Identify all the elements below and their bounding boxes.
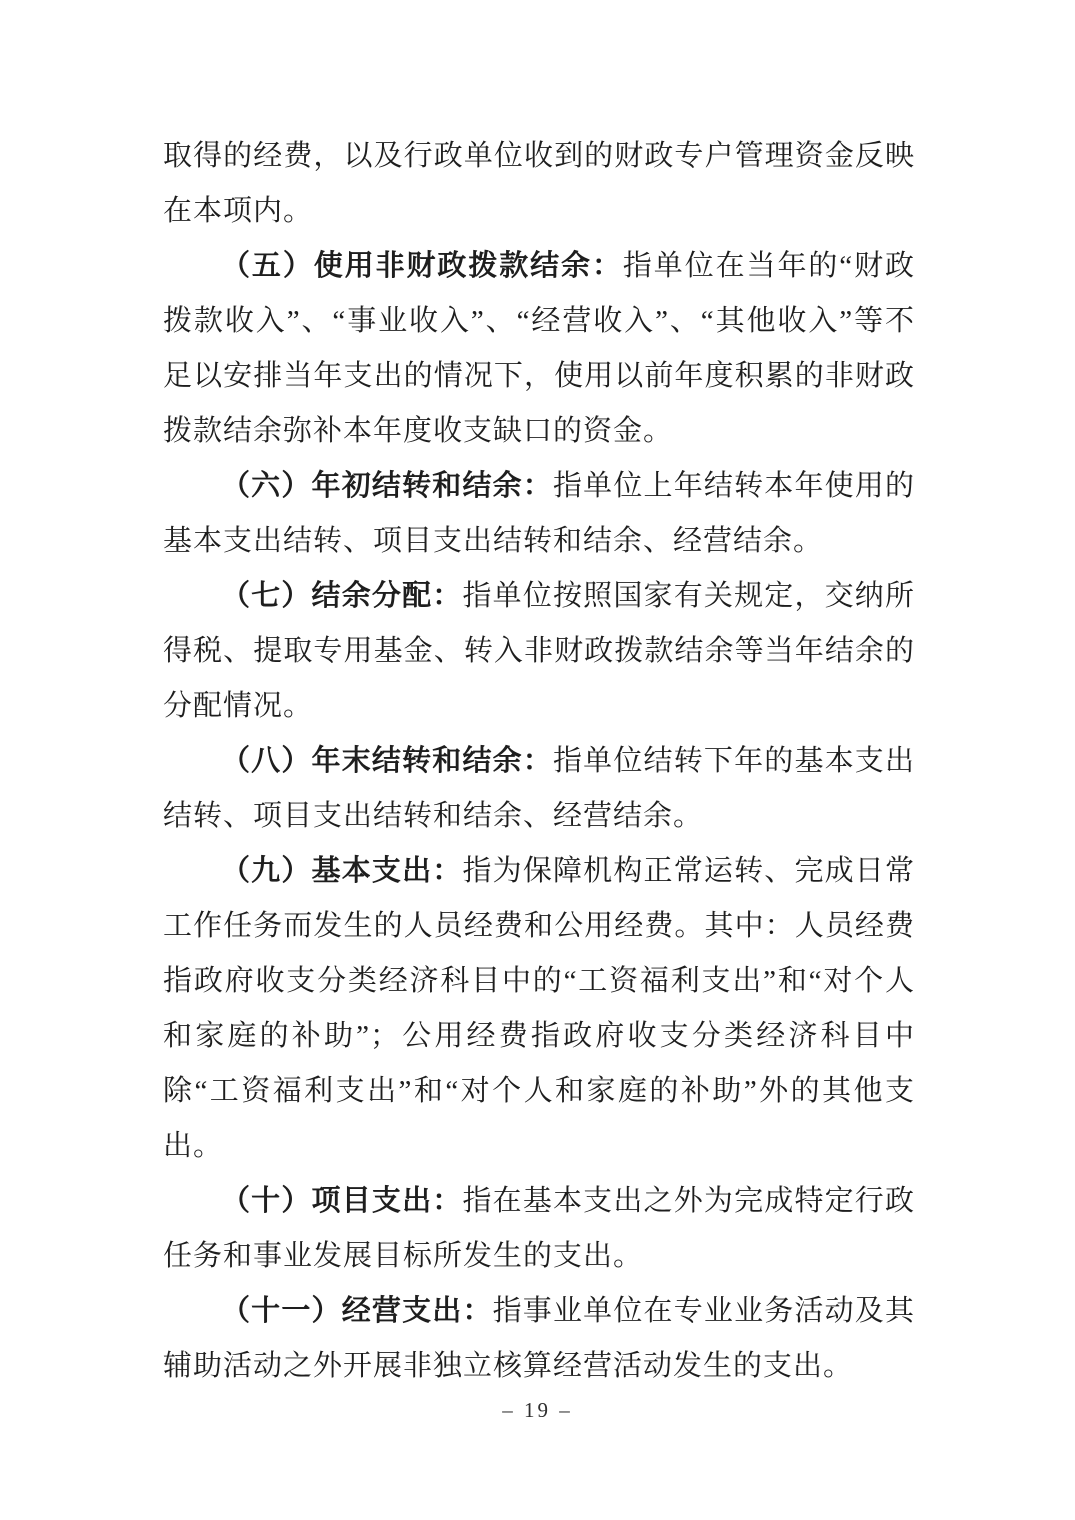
paragraph bbox=[163, 844, 915, 1174]
paragraph-text: 指单位按照国家有关规定，交纳所得税、提取专用基金、转入非财政拨款结余等当年结余的分配情况。 bbox=[163, 580, 915, 722]
paragraph-text: 指单位上年结转本年使用的基本支出结转、项目支出结转和结余、经营结余。 bbox=[163, 470, 915, 557]
term-label: （九）基本支出： bbox=[221, 855, 463, 887]
paragraph bbox=[163, 569, 915, 734]
paragraph-text: 指为保障机构正常运转、完成日常工作任务而发生的人员经费和公用经费。其中：人员经费指政府收支分类经济科目中的“工资福利支出”和“对个人和家庭的补助”；公用经费指政府收支分类经济科目中除“工资福利支出”和“对个人和家庭的补助”外的其他支出。 bbox=[163, 855, 915, 1162]
paragraph bbox=[163, 1284, 915, 1394]
paragraph bbox=[163, 459, 915, 569]
paragraph bbox=[163, 1174, 915, 1284]
term-label: （七）结余分配： bbox=[221, 580, 463, 612]
paragraph bbox=[163, 239, 915, 459]
term-label: （十一）经营支出： bbox=[221, 1295, 493, 1327]
paragraph-text: 指单位在当年的“财政拨款收入”、“事业收入”、“经营收入”、“其他收入”等不足以安排当年支出的情况下，使用以前年度积累的非财政拨款结余弥补本年度收支缺口的资金。 bbox=[163, 250, 915, 447]
term-label: （十）项目支出： bbox=[221, 1185, 463, 1217]
paragraph bbox=[163, 129, 915, 239]
term-label: （五）使用非财政拨款结余： bbox=[221, 250, 623, 282]
page-number: – 19 – bbox=[502, 1398, 573, 1422]
page-footer bbox=[0, 1398, 1075, 1423]
paragraph-text: 指事业单位在专业业务活动及其辅助活动之外开展非独立核算经营活动发生的支出。 bbox=[163, 1295, 915, 1382]
term-label: （八）年末结转和结余： bbox=[221, 745, 553, 777]
paragraph-text: 指单位结转下年的基本支出结转、项目支出结转和结余、经营结余。 bbox=[163, 745, 915, 832]
term-label: （六）年初结转和结余： bbox=[221, 470, 553, 502]
paragraph bbox=[163, 734, 915, 844]
paragraph-text: 指在基本支出之外为完成特定行政任务和事业发展目标所发生的支出。 bbox=[163, 1185, 915, 1272]
paragraph-text: 取得的经费，以及行政单位收到的财政专户管理资金反映在本项内。 bbox=[163, 140, 915, 227]
document-body bbox=[163, 129, 915, 1394]
